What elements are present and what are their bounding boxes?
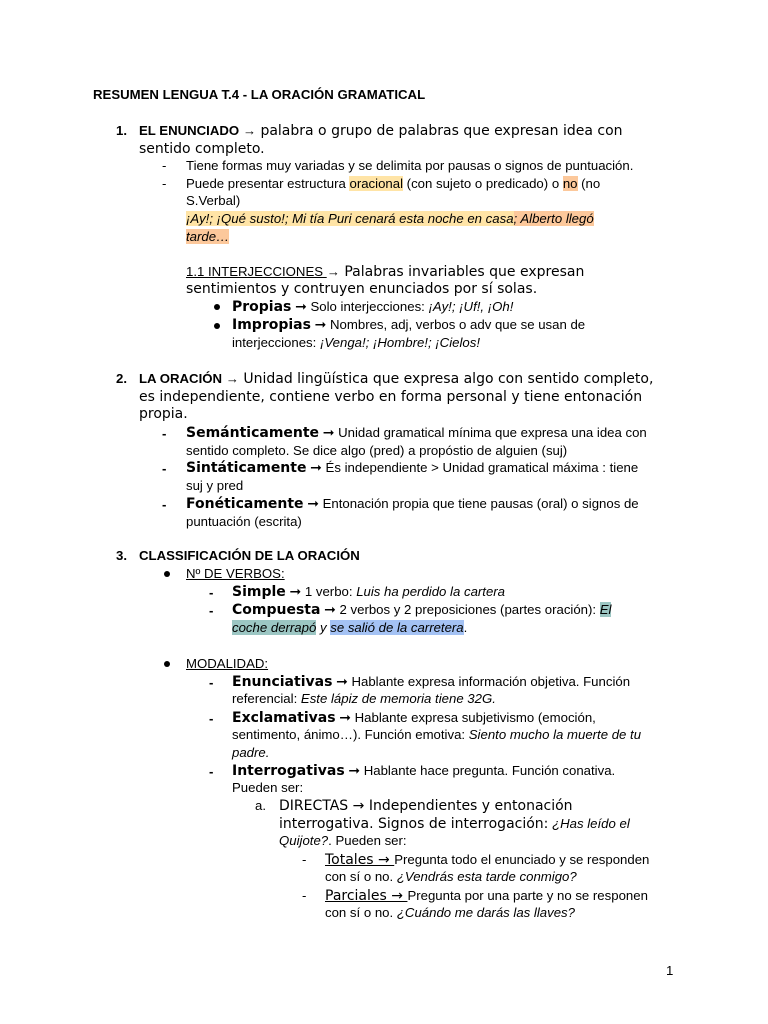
text: 2 verbos y 2 preposiciones (partes oración):: [339, 602, 597, 617]
text: (no: [577, 176, 601, 191]
totales-cont: [325, 868, 577, 886]
example: Siento mucho la muerte de tu: [468, 727, 642, 742]
text: Palabras invariables que expresan: [339, 264, 585, 280]
dash-bullet: -: [162, 461, 167, 476]
sintaticamente-item: [186, 459, 638, 477]
modalidad-heading: MODALIDAD:: [186, 656, 269, 671]
section-3-number: 3.: [116, 548, 127, 563]
section-1-number: 1.: [116, 123, 127, 138]
dash-bullet: -: [209, 711, 214, 726]
highlight-no: no: [562, 176, 578, 191]
bullet-dot: [214, 304, 220, 310]
dash-bullet: -: [209, 675, 214, 690]
text: És independiente > Unidad gramatical máxima : tiene: [325, 460, 639, 475]
list-marker-a: a.: [255, 798, 266, 813]
text: Hablante expresa información objetiva. Función: [351, 674, 631, 689]
directas-line-3: [279, 832, 407, 850]
section-1-item-2-cont: S.Verbal): [186, 193, 241, 208]
bold-arrow-icon: ➞: [314, 317, 327, 333]
arrow-icon: →: [326, 264, 340, 279]
semanticamente-cont: sentido completo. Se dice algo (pred) a propóstio de alguien (suj): [186, 443, 568, 458]
example: ¿Has leído el: [552, 816, 630, 831]
exclamativas-example-cont: padre.: [232, 745, 270, 760]
text: Pregunta por una parte y no se responen: [407, 888, 648, 903]
directas-line-1: DIRECTAS → Independientes y entonación: [279, 798, 573, 814]
subsection-1-1-heading: 1.1 INTERJECCIONES: [186, 264, 327, 279]
subsection-1-1-line-2: sentimientos y contruyen enunciados por sí solas.: [186, 281, 538, 297]
compuesta-item: [232, 601, 611, 619]
section-2-line-1: [139, 370, 653, 388]
semanticamente-label: Semánticamente: [186, 425, 320, 441]
directas-line-2: [279, 815, 630, 833]
compuesta-example: [232, 619, 467, 637]
interrogativas-label: Interrogativas: [232, 763, 345, 779]
text: Hablante hace pregunta. Función conativa.: [363, 763, 616, 778]
section-1-item-1: Tiene formas muy variadas y se delimita por pausas o signos de puntuación.: [186, 158, 634, 173]
bold-arrow-icon: ➞: [348, 763, 361, 779]
bullet-dot: [164, 661, 170, 667]
section-1-line-1: [139, 122, 623, 140]
arrow-icon: →: [242, 123, 256, 138]
text: (con sujeto o predicado) o: [403, 176, 563, 191]
text: interrogativa. Signos de interrogación:: [279, 816, 549, 832]
bold-arrow-icon: ➞: [336, 674, 348, 690]
interrogativas-cont: Pueden ser:: [232, 780, 304, 795]
dash-bullet: -: [209, 585, 214, 600]
bold-arrow-icon: ➞: [307, 496, 319, 512]
section-2-number: 2.: [116, 371, 127, 386]
bold-arrow-icon: ➞: [339, 710, 351, 726]
text: sentimento, ánimo…). Función emotiva:: [232, 727, 466, 742]
section-2-heading: LA ORACIÓN: [139, 371, 223, 386]
page-title: RESUMEN LENGUA T.4 - LA ORACIÓN GRAMATICAL: [93, 87, 426, 102]
dash-bullet: -: [162, 176, 167, 191]
totales-item: [325, 851, 649, 869]
text: Unidad gramatical mínima que expresa una idea con: [338, 425, 647, 440]
impropias-item-cont: [232, 334, 480, 352]
simple-label: Simple: [232, 584, 286, 600]
dash-bullet: -: [209, 603, 214, 618]
parciales-cont: [325, 904, 575, 922]
example: ¿Cuándo me darás las llaves?: [396, 905, 575, 920]
arrow-icon: →: [225, 371, 239, 386]
bold-arrow-icon: ➞: [322, 425, 335, 441]
foneticamente-label: Fonéticamente: [186, 496, 304, 512]
simple-item: [232, 583, 505, 601]
section-3-heading: CLASSIFICACIÓN DE LA ORACIÓN: [139, 548, 360, 563]
propias-item: [232, 298, 513, 316]
example: Este lápiz de memoria tiene 32G.: [300, 691, 496, 706]
impropias-label: Impropias: [232, 317, 311, 333]
enunciativas-cont: [232, 690, 496, 708]
bold-arrow-icon: ➞: [289, 584, 302, 600]
example: Luis ha perdido la cartera: [356, 584, 506, 599]
text: Pregunta todo el enunciado y se responden: [394, 852, 650, 867]
text: con sí o no.: [325, 869, 394, 884]
page-number: 1: [666, 963, 674, 978]
example: Quijote?: [279, 833, 329, 848]
sintaticamente-label: Sintáticamente: [186, 460, 307, 476]
foneticamente-cont: puntuación (escrita): [186, 514, 302, 529]
dash-bullet: -: [302, 888, 307, 903]
dash-bullet: -: [302, 852, 307, 867]
propias-label: Propias: [232, 299, 292, 315]
dash-bullet: -: [209, 764, 214, 779]
text: . Pueden ser:: [328, 833, 407, 848]
text: referencial:: [232, 691, 298, 706]
highlight-example-no: tarde…: [186, 229, 230, 244]
text: interjecciones:: [232, 335, 317, 350]
section-1-example-2: [186, 228, 229, 246]
foneticamente-item: [186, 495, 639, 513]
bold-arrow-icon: ➞: [295, 299, 307, 315]
text: con sí o no.: [325, 905, 394, 920]
bold-arrow-icon: ➞: [310, 460, 322, 476]
highlight-example-oracional: ¡Ay!; ¡Qué susto!; Mi tía Puri cenará esta noche en casa: [186, 211, 514, 226]
highlight-clause-1: coche derrapó: [232, 620, 317, 635]
dash-bullet: -: [162, 426, 167, 441]
bullet-dot: [214, 323, 220, 329]
exclamativas-item: [232, 709, 596, 727]
verbos-heading: Nº DE VERBOS:: [186, 566, 285, 581]
section-1-heading: EL ENUNCIADO: [139, 123, 240, 138]
compuesta-label: Compuesta: [232, 602, 321, 618]
parciales-label: Parciales →: [325, 888, 408, 904]
subsection-1-1-line-1: [186, 263, 584, 281]
sintaticamente-cont: suj y pred: [186, 478, 244, 493]
section-2-line-3: propia.: [139, 406, 188, 422]
dash-bullet: -: [162, 497, 167, 512]
bold-arrow-icon: ➞: [324, 602, 336, 618]
section-1-item-2: [186, 175, 600, 193]
highlight-clause-1: El: [599, 602, 612, 617]
example: ¿Vendrás esta tarde conmigo?: [396, 869, 577, 884]
example: ¡Ay!; ¡Uf!, ¡Oh!: [428, 299, 514, 314]
text: Entonación propia que tiene pausas (oral) o signos de: [322, 496, 639, 511]
text: Unidad lingüística que expresa algo con sentido completo,: [238, 371, 654, 387]
text: Hablante expresa subjetivismo (emoción,: [354, 710, 596, 725]
text: .: [463, 620, 468, 635]
interrogativas-item: [232, 762, 615, 780]
section-1-example-1: [186, 210, 594, 228]
text: Puede presentar estructura: [186, 176, 350, 191]
section-1-text: palabra o grupo de palabras que expresan idea con: [256, 123, 623, 139]
enunciativas-label: Enunciativas: [232, 674, 333, 690]
highlight-oracional: oracional: [349, 176, 404, 191]
section-1-line-2: sentido completo.: [139, 141, 265, 157]
impropias-item: [232, 316, 585, 334]
parciales-item: [325, 887, 648, 905]
highlight-example-no: ; Alberto llegó: [513, 211, 594, 226]
text: 1 verbo:: [304, 584, 353, 599]
semanticamente-item: [186, 424, 647, 442]
exclamativas-label: Exclamativas: [232, 710, 336, 726]
highlight-clause-2: se salió de la carretera: [330, 620, 464, 635]
totales-label: Totales →: [325, 852, 395, 868]
bullet-dot: [164, 571, 170, 577]
example: ¡Venga!; ¡Hombre!; ¡Cielos!: [319, 335, 480, 350]
text: Solo interjecciones:: [310, 299, 425, 314]
section-2-line-2: es independiente, contiene verbo en forma personal y tiene entonación: [139, 389, 643, 405]
text: y: [316, 620, 331, 635]
dash-bullet: -: [162, 158, 167, 173]
exclamativas-cont: [232, 726, 641, 744]
text: Nombres, adj, verbos o adv que se usan de: [330, 317, 586, 332]
enunciativas-item: [232, 673, 630, 691]
